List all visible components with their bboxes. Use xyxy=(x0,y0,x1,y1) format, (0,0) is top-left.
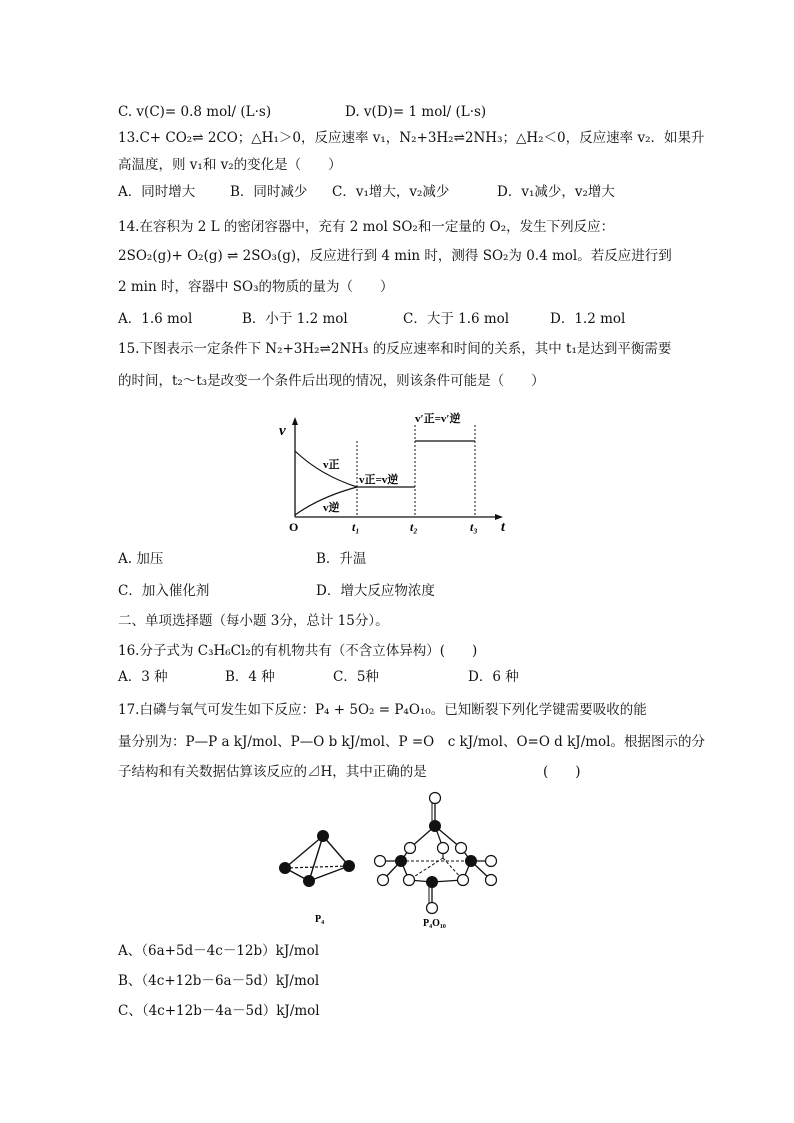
q15-rate-time-figure xyxy=(275,405,515,535)
q17-option-c: C、（4c+12b－4a－5d）kJ/mol xyxy=(118,1003,320,1019)
v-forward-label: v正 xyxy=(323,459,340,471)
q16-option-a: A．3 种 xyxy=(118,669,168,685)
phosphorus-atom xyxy=(303,875,315,887)
oxygen-atom xyxy=(438,843,449,854)
oxygen-atom xyxy=(378,875,389,886)
y-axis-label: v xyxy=(279,423,286,439)
oxygen-atom xyxy=(456,843,467,854)
v-reverse-label: v逆 xyxy=(323,502,340,514)
q17-stem-line1: 17.白磷与氧气可发生如下反应：P₄ + 5O₂ = P₄O₁₀。已知断裂下列化学键需要吸收的能 xyxy=(118,702,647,718)
p4-molecule xyxy=(279,830,355,887)
q15-option-d: D．增大反应物浓度 xyxy=(316,583,435,599)
oxygen-atom xyxy=(427,903,438,914)
q15-option-a: A. 加压 xyxy=(118,551,164,567)
q16-option-c: C．5种 xyxy=(333,669,379,685)
q14-option-a: A．1.6 mol xyxy=(118,311,193,327)
p4o10-label: P₄O₁₀ xyxy=(423,918,446,929)
q15-option-b: B．升温 xyxy=(316,551,367,567)
q17-option-b: B、（4c+12b－6a－5d）kJ/mol xyxy=(118,973,320,989)
p4-label: P₄ xyxy=(315,914,325,925)
q17-stem-line2: 量分别为：P—P a kJ/mol、P—O b kJ/mol、P =O c kJ/mol、O=O d kJ/mol。根据图示的分 xyxy=(118,734,705,750)
p4-bond xyxy=(309,866,349,881)
oxygen-atom xyxy=(486,875,497,886)
x-axis-label: t xyxy=(501,520,505,535)
q15-stem-line1: 15.下图表示一定条件下 N₂+3H₂⇌2NH₃ 的反应速率和时间的关系，其中 t₁是达到平衡需要 xyxy=(118,341,672,357)
q17-molecule-figure xyxy=(275,788,515,933)
oxygen-atom xyxy=(486,856,497,867)
q13-option-a: A．同时增大 xyxy=(118,184,196,200)
q16-option-b: B．4 种 xyxy=(225,669,275,685)
p4-bond-dashed xyxy=(285,866,349,868)
v-equal-label: v正=v逆 xyxy=(359,474,399,486)
phosphorus-atom xyxy=(395,855,407,867)
q15-stem-line2: 的时间，t₂～t₃是改变一个条件后出现的情况，则该条件可能是（ ） xyxy=(118,373,545,389)
section2-heading: 二、单项选择题（每小题 3分，总计 15分）。 xyxy=(118,613,389,629)
t1-label: t₁ xyxy=(352,520,360,534)
q12-option-c: C. v(C)= 0.8 mol/ (L·s) xyxy=(118,104,272,120)
q14-stem-line2: 2SO₂(g)+ O₂(g) ⇌ 2SO₃(g)，反应进行到 4 min 时，测得 SO₂为 0.4 mol。若反应进行到 xyxy=(118,248,672,264)
phosphorus-atom xyxy=(279,862,291,874)
q14-stem-line1: 14.在容积为 2 L 的密闭容器中，充有 2 mol SO₂和一定量的 O₂，发生下列反应： xyxy=(118,219,615,235)
q13-stem-line1: 13.C+ CO₂⇌ 2CO；△H₁＞0，反应速率 v₁，N₂+3H₂⇌2NH₃；△H₂＜0，反应速率 v₂．如果升 xyxy=(118,130,705,146)
t2-label: t₂ xyxy=(410,520,418,534)
q13-option-c: C．v₁增大，v₂减少 xyxy=(332,184,450,200)
q14-option-d: D．1.2 mol xyxy=(550,311,626,327)
phosphorus-atom xyxy=(317,830,329,842)
q12-option-d: D. v(D)= 1 mol/ (L·s) xyxy=(345,104,487,120)
oxygen-atom xyxy=(458,875,469,886)
oxygen-atom xyxy=(430,793,441,804)
phosphorus-atom xyxy=(343,860,355,872)
q14-stem-line3: 2 min 时，容器中 SO₃的物质的量为（ ） xyxy=(118,279,394,295)
v-equal-prime-label: v′正=v′逆 xyxy=(415,413,461,425)
q14-option-b: B．小于 1.2 mol xyxy=(242,311,348,327)
phosphorus-atom xyxy=(429,820,441,832)
q17-stem-line3: 子结构和有关数据估算该反应的⊿H，其中正确的是 xyxy=(118,764,427,780)
p4o10-molecule xyxy=(375,793,497,914)
q16-stem: 16.分子式为 C₃H₆Cl₂的有机物共有（不含立体异构）( ) xyxy=(118,643,478,659)
phosphorus-atom xyxy=(426,876,438,888)
q17-option-a: A、（6a+5d－4c－12b）kJ/mol xyxy=(118,943,320,959)
y-axis-arrow xyxy=(292,417,298,425)
q17-answer-bracket: ( ) xyxy=(543,764,581,780)
q14-option-c: C．大于 1.6 mol xyxy=(403,311,510,327)
q16-option-d: D．6 种 xyxy=(468,669,519,685)
t3-label: t₃ xyxy=(470,520,478,534)
q13-option-b: B．同时减少 xyxy=(230,184,308,200)
q15-option-c: C．加入催化剂 xyxy=(118,583,210,599)
oxygen-atom xyxy=(405,843,416,854)
q13-stem-line2: 高温度，则 v₁和 v₂的变化是（ ） xyxy=(118,157,342,173)
oxygen-atom xyxy=(375,856,386,867)
origin-label: O xyxy=(289,520,299,534)
oxygen-atom xyxy=(404,875,415,886)
q13-option-d: D．v₁减少，v₂增大 xyxy=(497,184,615,200)
phosphorus-atom xyxy=(465,855,477,867)
